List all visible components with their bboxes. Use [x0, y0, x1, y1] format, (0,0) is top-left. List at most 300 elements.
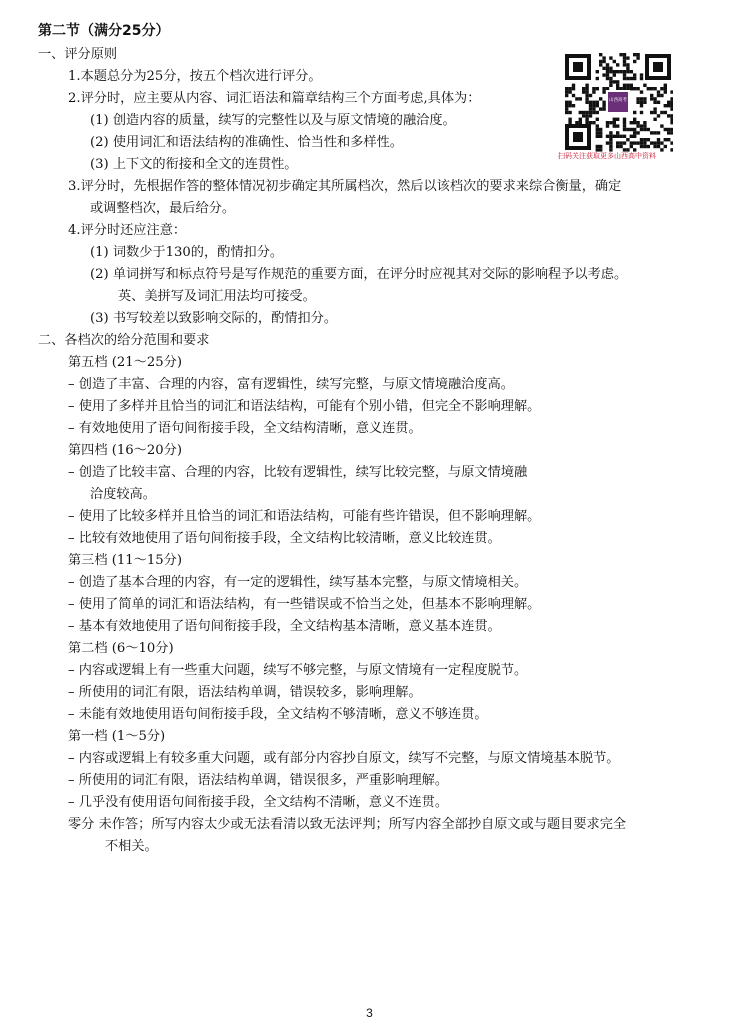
qr-module: [623, 56, 626, 59]
qr-module: [647, 138, 650, 141]
qr-module: [585, 97, 588, 100]
qr-module: [640, 101, 643, 104]
qr-module: [630, 141, 633, 144]
qr-module: [653, 141, 656, 144]
principle-4-sub-1: (1) 词数少于130的，酌情扣分。: [90, 245, 284, 260]
qr-module: [670, 128, 673, 131]
qr-module: [633, 128, 636, 131]
qr-module: [599, 97, 602, 100]
qr-module: [623, 118, 626, 121]
qr-module: [568, 118, 571, 121]
qr-module: [664, 128, 667, 131]
qr-module: [596, 135, 599, 138]
qr-module: [667, 104, 670, 107]
qr-module: [592, 87, 595, 90]
qr-module: [606, 121, 609, 124]
qr-module: [640, 111, 643, 114]
tier-1-bullet-2: – 所使用的词汇有限，语法结构单调，错误很多，严重影响理解。: [68, 773, 449, 788]
qr-module: [670, 114, 673, 117]
qr-module: [623, 128, 626, 131]
qr-module: [616, 84, 619, 87]
qr-module: [640, 124, 643, 127]
qr-module: [636, 131, 639, 134]
qr-module: [670, 121, 673, 124]
qr-module: [626, 70, 629, 73]
qr-module: [596, 87, 599, 90]
principle-2-sub-2: (2) 使用词汇和语法结构的准确性、恰当性和多样性。: [90, 135, 403, 150]
qr-module: [616, 145, 619, 148]
qr-module: [640, 145, 643, 148]
qr-module: [596, 101, 599, 104]
qr-module: [609, 56, 612, 59]
qr-module: [565, 104, 568, 107]
qr-module: [592, 121, 595, 124]
qr-module: [616, 87, 619, 90]
qr-module: [568, 104, 571, 107]
qr-module: [616, 124, 619, 127]
principle-1: 1.本题总分为25分，按五个档次进行评分。: [68, 69, 322, 84]
qr-module: [568, 121, 571, 124]
qr-module: [613, 80, 616, 83]
qr-module: [623, 63, 626, 66]
qr-module: [626, 77, 629, 80]
qr-module: [633, 60, 636, 63]
qr-module: [609, 84, 612, 87]
qr-module: [670, 131, 673, 134]
qr-code-image[interactable]: [563, 52, 673, 152]
qr-module: [657, 94, 660, 97]
qr-module: [626, 84, 629, 87]
qr-module: [609, 145, 612, 148]
qr-module: [643, 84, 646, 87]
qr-module: [565, 101, 568, 104]
qr-module: [630, 87, 633, 90]
qr-module: [664, 87, 667, 90]
qr-module: [609, 141, 612, 144]
qr-module: [660, 94, 663, 97]
qr-module: [667, 101, 670, 104]
qr-module: [653, 87, 656, 90]
qr-module: [613, 70, 616, 73]
qr-module: [565, 107, 568, 110]
qr-module: [636, 124, 639, 127]
qr-module: [596, 111, 599, 114]
principle-4: 4.评分时还应注意：: [68, 223, 187, 238]
tier-4-bullet-1-line-1: – 创造了比较丰富、合理的内容，比较有逻辑性，续写比较完整，与原文情境融: [68, 465, 528, 480]
qr-module: [636, 97, 639, 100]
qr-module: [616, 70, 619, 73]
qr-module: [619, 135, 622, 138]
qr-module: [650, 97, 653, 100]
qr-module: [657, 138, 660, 141]
qr-module: [670, 141, 673, 144]
qr-module: [643, 101, 646, 104]
tier-4-label: 第四档 (16～20分): [68, 443, 182, 458]
qr-module: [616, 63, 619, 66]
qr-module: [664, 145, 667, 148]
qr-module: [613, 121, 616, 124]
principle-4-sub-2-line-2: 英、美拼写及词汇用法均可接受。: [118, 289, 316, 304]
qr-module: [633, 131, 636, 134]
qr-module: [599, 60, 602, 63]
qr-module: [670, 90, 673, 93]
qr-module: [589, 101, 592, 104]
qr-module: [650, 131, 653, 134]
qr-module: [592, 90, 595, 93]
qr-module: [585, 114, 588, 117]
qr-module: [579, 111, 582, 114]
qr-module: [630, 128, 633, 131]
qr-module: [623, 70, 626, 73]
qr-module: [582, 90, 585, 93]
qr-module: [619, 145, 622, 148]
qr-module: [670, 107, 673, 110]
qr-module: [626, 87, 629, 90]
page-number: 3: [366, 1006, 373, 1020]
tier-2-bullet-2: – 所使用的词汇有限，语法结构单调，错误较多，影响理解。: [68, 685, 422, 700]
qr-module: [630, 84, 633, 87]
qr-module: [589, 104, 592, 107]
qr-module: [616, 135, 619, 138]
qr-module: [623, 53, 626, 56]
qr-module: [636, 121, 639, 124]
tier-3-bullet-3: – 基本有效地使用了语句间衔接手段，全文结构基本清晰，意义基本连贯。: [68, 619, 501, 634]
qr-module: [667, 131, 670, 134]
qr-module: [623, 87, 626, 90]
tier-3-bullet-1: – 创造了基本合理的内容，有一定的逻辑性，续写基本完整，与原文情境相关。: [68, 575, 528, 590]
qr-module: [616, 80, 619, 83]
qr-module: [585, 90, 588, 93]
qr-module: [653, 107, 656, 110]
qr-module: [670, 101, 673, 104]
tier-5-bullet-2: – 使用了多样并且恰当的词汇和语法结构，可能有个别小错，但完全不影响理解。: [68, 399, 541, 414]
qr-module: [592, 101, 595, 104]
qr-module: [579, 118, 582, 121]
tier-1-bullet-3: – 几乎没有使用语句间衔接手段，全文结构不清晰，意义不连贯。: [68, 795, 449, 810]
qr-module: [602, 90, 605, 93]
qr-module: [643, 138, 646, 141]
qr-module: [599, 53, 602, 56]
tier-2-bullet-3: – 未能有效地使用语句间衔接手段，全文结构不够清晰，意义不够连贯。: [68, 707, 488, 722]
qr-module: [633, 111, 636, 114]
qr-module: [602, 56, 605, 59]
qr-module: [636, 101, 639, 104]
qr-module: [643, 97, 646, 100]
qr-module: [630, 70, 633, 73]
qr-module: [623, 73, 626, 76]
qr-module: [568, 90, 571, 93]
qr-module: [613, 73, 616, 76]
qr-module: [606, 135, 609, 138]
tier-5-bullet-1: – 创造了丰富、合理的内容，富有逻辑性，续写完整，与原文情境融洽度高。: [68, 377, 514, 392]
qr-module: [599, 145, 602, 148]
qr-module: [592, 104, 595, 107]
qr-module: [670, 118, 673, 121]
qr-module: [623, 121, 626, 124]
qr-module: [633, 53, 636, 56]
qr-module: [623, 124, 626, 127]
qr-module: [602, 73, 605, 76]
principle-4-sub-3: (3) 书写较差以致影响交际的，酌情扣分。: [90, 311, 338, 326]
qr-module: [650, 87, 653, 90]
qr-module: [619, 53, 622, 56]
qr-module: [596, 131, 599, 134]
qr-module: [630, 135, 633, 138]
qr-module: [670, 104, 673, 107]
qr-module: [609, 121, 612, 124]
qr-module: [602, 101, 605, 104]
qr-module: [619, 141, 622, 144]
qr-module: [667, 128, 670, 131]
qr-module: [667, 138, 670, 141]
qr-module: [670, 97, 673, 100]
qr-module: [623, 60, 626, 63]
qr-module: [606, 73, 609, 76]
qr-module: [647, 128, 650, 131]
qr-module: [633, 73, 636, 76]
qr-module: [653, 101, 656, 104]
qr-module: [619, 87, 622, 90]
qr-module: [579, 97, 582, 100]
qr-module: [626, 67, 629, 70]
qr-module: [650, 141, 653, 144]
qr-module: [616, 141, 619, 144]
principle-4-sub-2-line-1: (2) 单词拼写和标点符号是写作规范的重要方面，在评分时应视其对交际的影响程予以考虑。: [90, 267, 628, 282]
qr-module: [609, 67, 612, 70]
qr-module: [585, 111, 588, 114]
qr-module: [630, 121, 633, 124]
qr-module: [596, 70, 599, 73]
qr-module: [619, 70, 622, 73]
qr-module: [653, 97, 656, 100]
qr-module: [630, 77, 633, 80]
qr-module: [613, 60, 616, 63]
qr-module: [643, 128, 646, 131]
qr-module: [626, 138, 629, 141]
qr-module: [572, 104, 575, 107]
qr-module: [664, 90, 667, 93]
qr-module: [664, 138, 667, 141]
tier-3-label: 第三档 (11～15分): [68, 553, 182, 568]
qr-module: [626, 56, 629, 59]
qr-module: [653, 111, 656, 114]
qr-module: [623, 77, 626, 80]
qr-module: [650, 94, 653, 97]
qr-module: [602, 60, 605, 63]
qr-module: [640, 77, 643, 80]
qr-module: [657, 141, 660, 144]
qr-module: [565, 94, 568, 97]
qr-module: [636, 87, 639, 90]
qr-module: [602, 107, 605, 110]
qr-module: [636, 141, 639, 144]
qr-module: [623, 141, 626, 144]
tier-2-label: 第二档 (6～10分): [68, 641, 174, 656]
qr-module: [633, 135, 636, 138]
qr-module: [609, 138, 612, 141]
qr-module: [640, 90, 643, 93]
qr-module: [602, 87, 605, 90]
qr-module: [640, 97, 643, 100]
qr-module: [636, 56, 639, 59]
qr-module: [626, 63, 629, 66]
qr-module: [599, 135, 602, 138]
qr-module: [633, 141, 636, 144]
qr-module: [606, 70, 609, 73]
qr-module: [647, 87, 650, 90]
qr-module: [657, 114, 660, 117]
qr-module: [633, 77, 636, 80]
tier-4-bullet-2: – 使用了比较多样并且恰当的词汇和语法结构，可能有些许错误，但不影响理解。: [68, 509, 541, 524]
qr-module: [572, 87, 575, 90]
qr-module: [596, 145, 599, 148]
qr-module: [633, 118, 636, 121]
qr-module: [572, 94, 575, 97]
qr-module: [616, 118, 619, 121]
qr-module: [579, 121, 582, 124]
qr-module: [616, 131, 619, 134]
qr-module: [565, 111, 568, 114]
tier-5-bullet-3: – 有效地使用了语句间衔接手段，全文结构清晰，意义连贯。: [68, 421, 422, 436]
qr-module: [599, 131, 602, 134]
qr-module: [609, 131, 612, 134]
qr-module: [606, 87, 609, 90]
qr-module: [613, 118, 616, 121]
qr-module: [606, 141, 609, 144]
qr-module: [585, 94, 588, 97]
qr-module: [623, 84, 626, 87]
qr-module: [596, 118, 599, 121]
qr-module: [585, 84, 588, 87]
qr-center-text: 山西高考: [609, 98, 627, 103]
qr-module: [653, 131, 656, 134]
qr-module: [653, 118, 656, 121]
qr-module: [660, 87, 663, 90]
qr-module: [647, 145, 650, 148]
principle-2: 2.评分时，应主要从内容、词汇语法和篇章结构三个方面考虑,具体为：: [68, 91, 481, 106]
qr-module: [565, 87, 568, 90]
qr-module: [602, 67, 605, 70]
qr-module: [589, 107, 592, 110]
qr-module: [589, 94, 592, 97]
principle-2-sub-1: (1) 创造内容的质量，续写的完整性以及与原文情境的融洽度。: [90, 113, 456, 128]
qr-module: [660, 124, 663, 127]
section-title: 第二节（满分25分）: [38, 23, 170, 39]
qr-module: [609, 70, 612, 73]
qr-module: [660, 141, 663, 144]
principle-3-line-1: 3.评分时，先根据作答的整体情况初步确定其所属档次，然后以该档次的要求来综合衡量，确定: [68, 179, 622, 194]
qr-module: [640, 104, 643, 107]
qr-module: [585, 101, 588, 104]
qr-module: [582, 114, 585, 117]
qr-module: [633, 121, 636, 124]
qr-module: [565, 90, 568, 93]
qr-module: [640, 141, 643, 144]
qr-module: [667, 114, 670, 117]
qr-module: [596, 104, 599, 107]
qr-module: [572, 84, 575, 87]
qr-module: [585, 121, 588, 124]
qr-caption: 扫码关注获取更多山西高中资料: [558, 152, 656, 160]
qr-module: [640, 138, 643, 141]
qr-module: [609, 80, 612, 83]
qr-module: [657, 101, 660, 104]
qr-module: [633, 87, 636, 90]
qr-module: [599, 63, 602, 66]
qr-module: [606, 77, 609, 80]
principle-3-line-2: 或调整档次，最后给分。: [90, 201, 236, 216]
qr-module: [613, 135, 616, 138]
qr-module: [582, 111, 585, 114]
qr-module: [589, 114, 592, 117]
qr-module: [623, 135, 626, 138]
qr-module: [606, 63, 609, 66]
qr-module: [643, 124, 646, 127]
qr-module: [589, 121, 592, 124]
qr-module: [575, 97, 578, 100]
qr-module: [609, 77, 612, 80]
qr-module: [599, 128, 602, 131]
qr-module: [626, 128, 629, 131]
qr-module: [660, 111, 663, 114]
qr-module: [664, 84, 667, 87]
qr-module: [606, 67, 609, 70]
qr-module: [657, 145, 660, 148]
heading-scoring-principles: 一、评分原则: [38, 47, 118, 62]
qr-module: [596, 128, 599, 131]
heading-grade-tiers: 二、各档次的给分范围和要求: [38, 333, 210, 348]
qr-module: [630, 145, 633, 148]
qr-module: [653, 145, 656, 148]
qr-module: [575, 121, 578, 124]
qr-module: [596, 77, 599, 80]
qr-module: [640, 128, 643, 131]
qr-module: [589, 111, 592, 114]
qr-module: [592, 111, 595, 114]
principle-2-sub-3: (3) 上下文的衔接和全文的连贯性。: [90, 157, 298, 172]
qr-module: [606, 124, 609, 127]
qr-module: [650, 111, 653, 114]
zero-score-line-2: 不相关。: [105, 839, 158, 854]
qr-module: [664, 104, 667, 107]
tier-1-label: 第一档 (1～5分): [68, 729, 166, 744]
qr-module: [643, 141, 646, 144]
qr-module: [643, 145, 646, 148]
qr-module: [640, 73, 643, 76]
qr-module: [585, 87, 588, 90]
zero-score-line-1: 零分 未作答；所写内容太少或无法看清以致无法评判；所写内容全部抄自原文或与题目要求完全: [68, 817, 627, 832]
tier-3-bullet-2: – 使用了简单的词汇和语法结构，有一些错误或不恰当之处，但基本不影响理解。: [68, 597, 541, 612]
qr-module: [596, 124, 599, 127]
qr-module: [602, 104, 605, 107]
qr-module: [568, 101, 571, 104]
qr-module: [636, 53, 639, 56]
qr-module: [568, 111, 571, 114]
qr-module: [613, 124, 616, 127]
tier-5-label: 第五档 (21～25分): [68, 355, 182, 370]
qr-module: [585, 118, 588, 121]
tier-4-bullet-1-line-2: 洽度较高。: [90, 487, 156, 502]
qr-module: [657, 90, 660, 93]
tier-4-bullet-3: – 比较有效地使用了语句间衔接手段，全文结构比较清晰，意义比较连贯。: [68, 531, 501, 546]
qr-module: [592, 107, 595, 110]
qr-module: [609, 135, 612, 138]
qr-module: [568, 87, 571, 90]
qr-module: [657, 131, 660, 134]
qr-module: [664, 111, 667, 114]
tier-1-bullet-1: – 内容或逻辑上有较多重大问题，或有部分内容抄自原文，续写不完整，与原文情境基本脱节。: [68, 751, 620, 766]
qr-module: [582, 87, 585, 90]
